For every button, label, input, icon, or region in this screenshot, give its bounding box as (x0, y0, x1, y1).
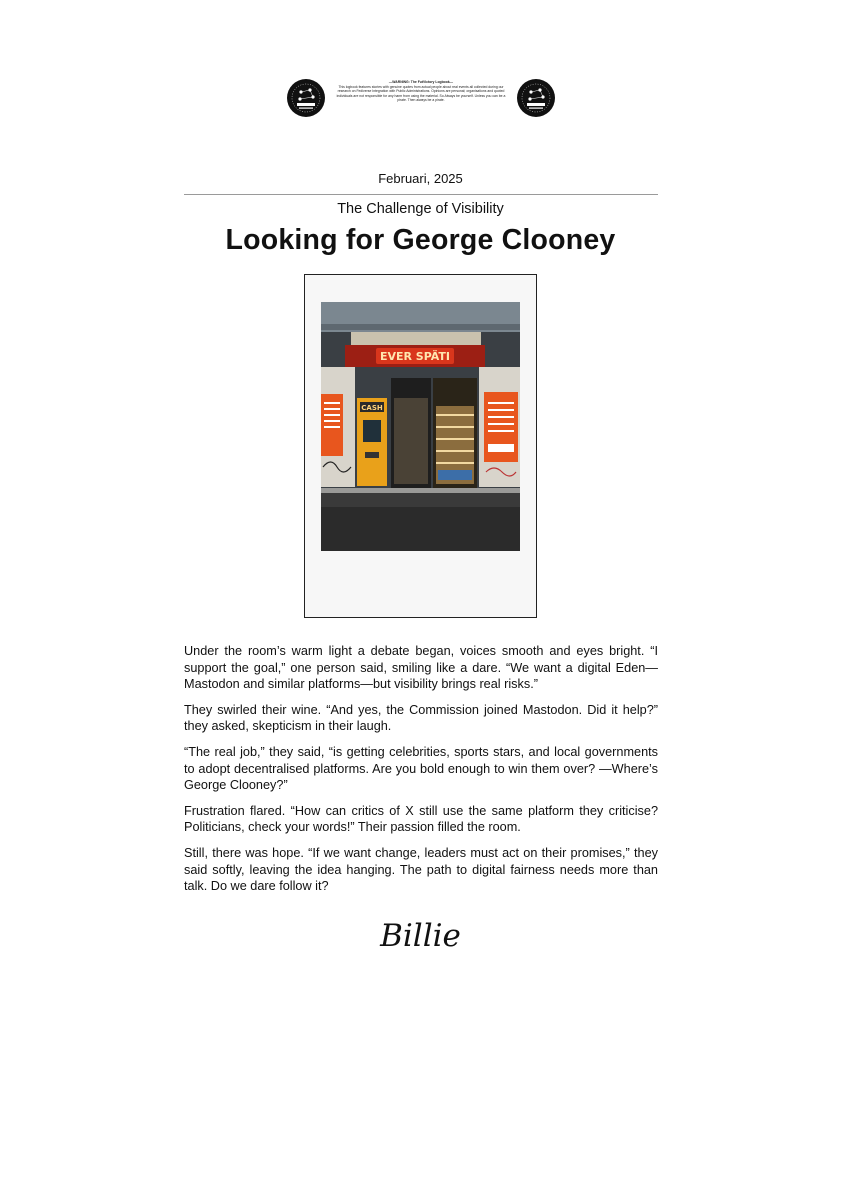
article-paragraph: Frustration flared. “How can critics of X still use the same platform they criticise? Politicians, check your words!” Their passion filled the room. (184, 803, 658, 835)
article-subtitle: The Challenge of Visibility (337, 201, 504, 217)
atm-label-text: CASH (361, 404, 383, 412)
article-date: Februari, 2025 (378, 171, 463, 186)
fediverse-badge-logo-right (517, 79, 555, 117)
fediverse-badge-logo-left (287, 79, 325, 117)
author-signature: Billie (380, 918, 461, 954)
article-title: Looking for George Clooney (225, 224, 616, 256)
warning-title: —WARNING: The FutVictory Logbook— (388, 80, 454, 84)
article-paragraph: “The real job,” they said, “is getting celebrities, sports stars, and local governments to adopt decentralised platforms. Are you bold enough to win them over? —Where’s George Clooney?” (184, 744, 658, 793)
article-body (184, 643, 658, 904)
warning-text: This logbook features stories with genuine quotes from actual people about real events all collected during our research on Fediverse Integration with Public Administrations. Opinions are personal; organisations and quoted individuals are not responsible for any harm from using the material. So Always be yourself. Unless you can be a pirate. Then always be a pirate. (336, 84, 506, 103)
article-paragraph: They swirled their wine. “And yes, the Commission joined Mastodon. Did it help?” they asked, skepticism in their laugh. (184, 702, 658, 734)
article-paragraph: Under the room’s warm light a debate began, voices smooth and eyes bright. “I support the goal,” one person said, smiling like a dare. “We want a digital Eden—Mastodon and similar platforms—but visibility brings real risks.” (184, 644, 658, 692)
polaroid-photo-frame (304, 274, 537, 618)
disclaimer-warning (336, 80, 506, 103)
header-divider (184, 194, 658, 195)
badge-icon (287, 79, 325, 117)
shop-sign-text: EVER SPÄTI (379, 350, 451, 363)
storefront-photo (321, 302, 520, 551)
article-paragraph: Still, there was hope. “If we want change, leaders must act on their promises,” they said softly, leaving the idea hanging. The path to digital fairness needs more than talk. Do we dare follow it? (184, 845, 658, 894)
spaeti-storefront-image (321, 302, 520, 551)
badge-icon (517, 79, 555, 117)
